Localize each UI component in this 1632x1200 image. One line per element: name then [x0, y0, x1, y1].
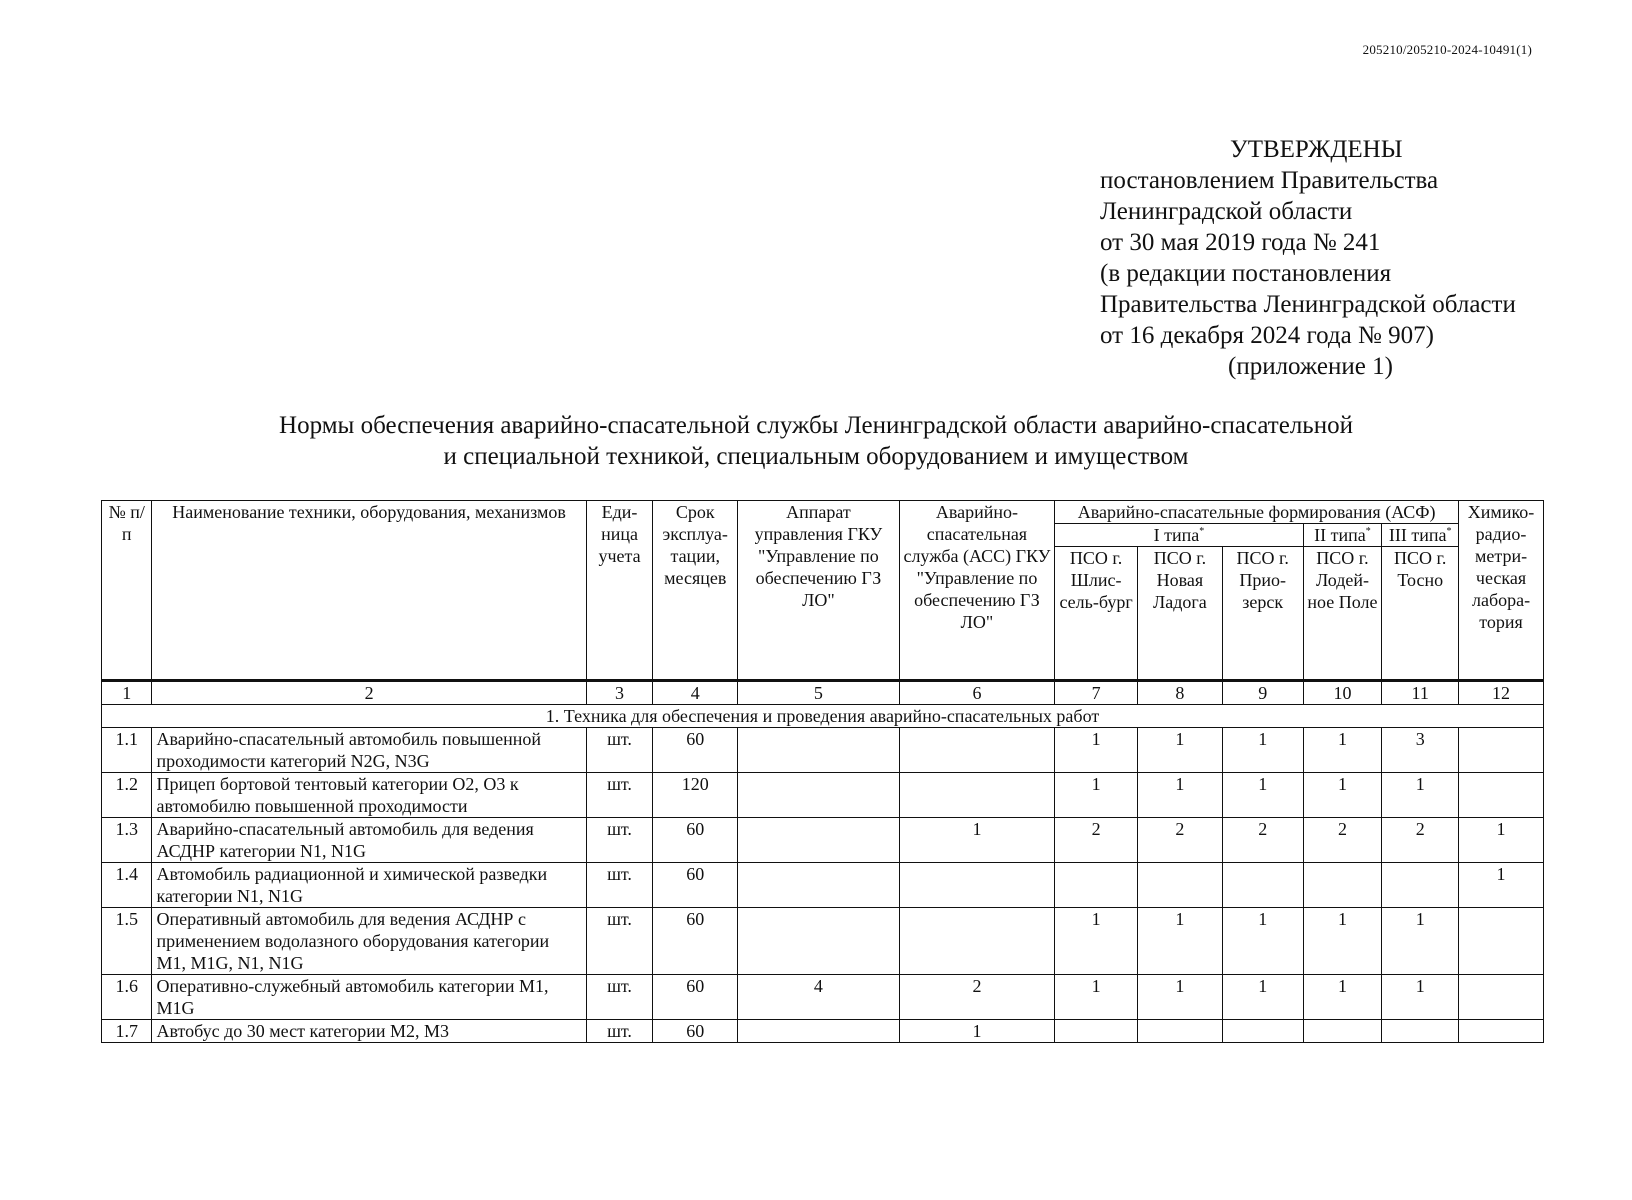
header-term: Срок эксплуа-тации, месяцев	[653, 501, 738, 681]
row-cell-c6: 2	[899, 975, 1055, 1020]
header-pso-lodeynoe-pole: ПСО г. Лодей-ное Поле	[1303, 547, 1382, 681]
approval-line: постановлением Правительства	[1100, 167, 1439, 194]
column-number: 2	[152, 681, 586, 705]
row-number: 1.6	[102, 975, 152, 1020]
column-number: 4	[653, 681, 738, 705]
table-row	[102, 818, 1544, 863]
row-cell-c10: 1	[1303, 728, 1382, 773]
header-type-1	[1055, 524, 1303, 547]
column-number: 12	[1459, 681, 1544, 705]
row-cell-c8: 1	[1138, 975, 1223, 1020]
row-number: 1.7	[102, 1020, 152, 1043]
row-cell-c5: 4	[738, 975, 900, 1020]
row-cell-term: 60	[653, 728, 738, 773]
column-number: 3	[586, 681, 653, 705]
row-cell-c5	[738, 818, 900, 863]
column-number: 1	[102, 681, 152, 705]
header-type-2	[1303, 524, 1382, 547]
row-cell-c8	[1138, 1020, 1223, 1043]
row-cell-c6	[899, 908, 1055, 975]
row-number: 1.2	[102, 773, 152, 818]
footnote-mark: *	[1446, 526, 1452, 537]
row-cell-c10: 1	[1303, 975, 1382, 1020]
row-number: 1.3	[102, 818, 152, 863]
table-row	[102, 1020, 1544, 1043]
row-cell-c5	[738, 908, 900, 975]
table-row	[102, 908, 1544, 975]
row-cell-c8	[1138, 863, 1223, 908]
row-cell-c10: 1	[1303, 908, 1382, 975]
row-name: Оперативно-служебный автомобиль категории M1, M1G	[152, 975, 586, 1020]
document-number: 205210/205210-2024-10491(1)	[1362, 42, 1532, 57]
approval-line: от 16 декабря 2024 года № 907)	[1100, 322, 1434, 349]
row-cell-unit: шт.	[586, 818, 653, 863]
row-cell-c11: 2	[1382, 818, 1459, 863]
row-cell-c7: 1	[1055, 773, 1138, 818]
header-pso-tosno: ПСО г. Тосно	[1382, 547, 1459, 681]
row-cell-term: 60	[653, 975, 738, 1020]
row-cell-c6: 1	[899, 1020, 1055, 1043]
approval-line: (в редакции постановления	[1100, 260, 1392, 287]
row-cell-term: 60	[653, 1020, 738, 1043]
header-ass: Аварийно-спасательная служба (АСС) ГКУ "Управление по обеспечению ГЗ ЛО"	[899, 501, 1055, 681]
approval-block	[1100, 134, 1516, 382]
document-title	[0, 410, 1632, 472]
row-cell-c5	[738, 773, 900, 818]
row-cell-c7: 2	[1055, 818, 1138, 863]
row-cell-c9: 1	[1222, 728, 1303, 773]
row-number: 1.4	[102, 863, 152, 908]
type-2-label: II типа	[1314, 525, 1366, 545]
title-line-2: и специальной техникой, специальным оборудованием и имуществом	[443, 443, 1189, 470]
row-cell-unit: шт.	[586, 773, 653, 818]
column-number: 7	[1055, 681, 1138, 705]
approval-line: от 30 мая 2019 года № 241	[1100, 229, 1381, 256]
column-number: 8	[1138, 681, 1223, 705]
column-number: 6	[899, 681, 1055, 705]
row-cell-c7	[1055, 1020, 1138, 1043]
table-row	[102, 863, 1544, 908]
row-cell-term: 120	[653, 773, 738, 818]
row-cell-c7: 1	[1055, 908, 1138, 975]
row-cell-c6	[899, 728, 1055, 773]
row-cell-c8: 1	[1138, 908, 1223, 975]
footnote-mark: *	[1199, 526, 1205, 537]
row-number: 1.5	[102, 908, 152, 975]
row-cell-c8: 1	[1138, 728, 1223, 773]
row-cell-c7	[1055, 863, 1138, 908]
header-unit: Еди-ница учета	[586, 501, 653, 681]
row-number: 1.1	[102, 728, 152, 773]
row-cell-term: 60	[653, 863, 738, 908]
header-apparatus: Аппарат управления ГКУ "Управление по обеспечению ГЗ ЛО"	[738, 501, 900, 681]
row-cell-c11	[1382, 1020, 1459, 1043]
header-pso-shlisselburg: ПСО г. Шлис-сель-бург	[1055, 547, 1138, 681]
approval-heading: УТВЕРЖДЕНЫ	[1230, 136, 1403, 163]
row-cell-c11: 1	[1382, 975, 1459, 1020]
row-cell-c10: 1	[1303, 773, 1382, 818]
row-cell-c12	[1459, 773, 1544, 818]
row-cell-c12: 1	[1459, 818, 1544, 863]
row-cell-c8: 1	[1138, 773, 1223, 818]
row-cell-c7: 1	[1055, 728, 1138, 773]
row-cell-term: 60	[653, 818, 738, 863]
approval-line: Ленинградской области	[1100, 198, 1353, 225]
row-cell-c9: 1	[1222, 975, 1303, 1020]
header-name: Наименование техники, оборудования, механизмов	[152, 501, 586, 681]
title-line-1: Нормы обеспечения аварийно-спасательной службы Ленинградской области аварийно-спасательной	[279, 412, 1353, 439]
row-cell-c9	[1222, 1020, 1303, 1043]
column-numbers-row	[102, 681, 1544, 705]
table-row	[102, 773, 1544, 818]
row-cell-unit: шт.	[586, 1020, 653, 1043]
row-cell-c5	[738, 863, 900, 908]
column-number: 9	[1222, 681, 1303, 705]
row-cell-c10	[1303, 863, 1382, 908]
header-pso-novaya-ladoga: ПСО г. Новая Ладога	[1138, 547, 1223, 681]
row-cell-unit: шт.	[586, 908, 653, 975]
row-cell-c9: 1	[1222, 908, 1303, 975]
row-cell-c12	[1459, 908, 1544, 975]
header-num: № п/п	[102, 501, 152, 681]
approval-appendix: (приложение 1)	[1228, 353, 1393, 380]
row-cell-c12: 1	[1459, 863, 1544, 908]
row-cell-unit: шт.	[586, 728, 653, 773]
row-cell-c7: 1	[1055, 975, 1138, 1020]
row-cell-c6	[899, 773, 1055, 818]
row-cell-unit: шт.	[586, 975, 653, 1020]
type-1-label: I типа	[1153, 525, 1200, 545]
row-cell-term: 60	[653, 908, 738, 975]
header-pso-priozersk: ПСО г. Прио-зерск	[1222, 547, 1303, 681]
section-title: 1. Техника для обеспечения и проведения аварийно-спасательных работ	[102, 705, 1544, 728]
row-cell-unit: шт.	[586, 863, 653, 908]
row-name: Автобус до 30 мест категории M2, M3	[152, 1020, 586, 1043]
table-row	[102, 728, 1544, 773]
row-cell-c9	[1222, 863, 1303, 908]
row-cell-c12	[1459, 728, 1544, 773]
row-name: Прицеп бортовой тентовый категории O2, O3 к автомобилю повышенной проходимости	[152, 773, 586, 818]
row-cell-c10: 2	[1303, 818, 1382, 863]
header-type-3	[1382, 524, 1459, 547]
footnote-mark: *	[1365, 526, 1371, 537]
row-cell-c12	[1459, 975, 1544, 1020]
row-name: Оперативный автомобиль для ведения АСДНР с применением водолазного оборудования категории M1, M1G, N1, N1G	[152, 908, 586, 975]
row-cell-c11: 1	[1382, 908, 1459, 975]
row-name: Аварийно-спасательный автомобиль для ведения АСДНР категории N1, N1G	[152, 818, 586, 863]
row-cell-c5	[738, 1020, 900, 1043]
type-3-label: III типа	[1388, 525, 1447, 545]
row-cell-c6: 1	[899, 818, 1055, 863]
row-cell-c8: 2	[1138, 818, 1223, 863]
row-cell-c6	[899, 863, 1055, 908]
row-cell-c11: 3	[1382, 728, 1459, 773]
row-name: Автомобиль радиационной и химической разведки категории N1, N1G	[152, 863, 586, 908]
norms-table	[101, 500, 1544, 1043]
row-cell-c5	[738, 728, 900, 773]
row-cell-c9: 2	[1222, 818, 1303, 863]
column-number: 10	[1303, 681, 1382, 705]
row-cell-c10	[1303, 1020, 1382, 1043]
section-row	[102, 705, 1544, 728]
row-cell-c11	[1382, 863, 1459, 908]
row-cell-c11: 1	[1382, 773, 1459, 818]
approval-line: Правительства Ленинградской области	[1100, 291, 1516, 318]
column-number: 11	[1382, 681, 1459, 705]
header-chem-lab: Химико-радио-метри-ческая лабора-тория	[1459, 501, 1544, 681]
table-row	[102, 975, 1544, 1020]
row-cell-c12	[1459, 1020, 1544, 1043]
header-asf: Аварийно-спасательные формирования (АСФ)	[1055, 501, 1459, 524]
row-cell-c9: 1	[1222, 773, 1303, 818]
column-number: 5	[738, 681, 900, 705]
row-name: Аварийно-спасательный автомобиль повышенной проходимости категорий N2G, N3G	[152, 728, 586, 773]
